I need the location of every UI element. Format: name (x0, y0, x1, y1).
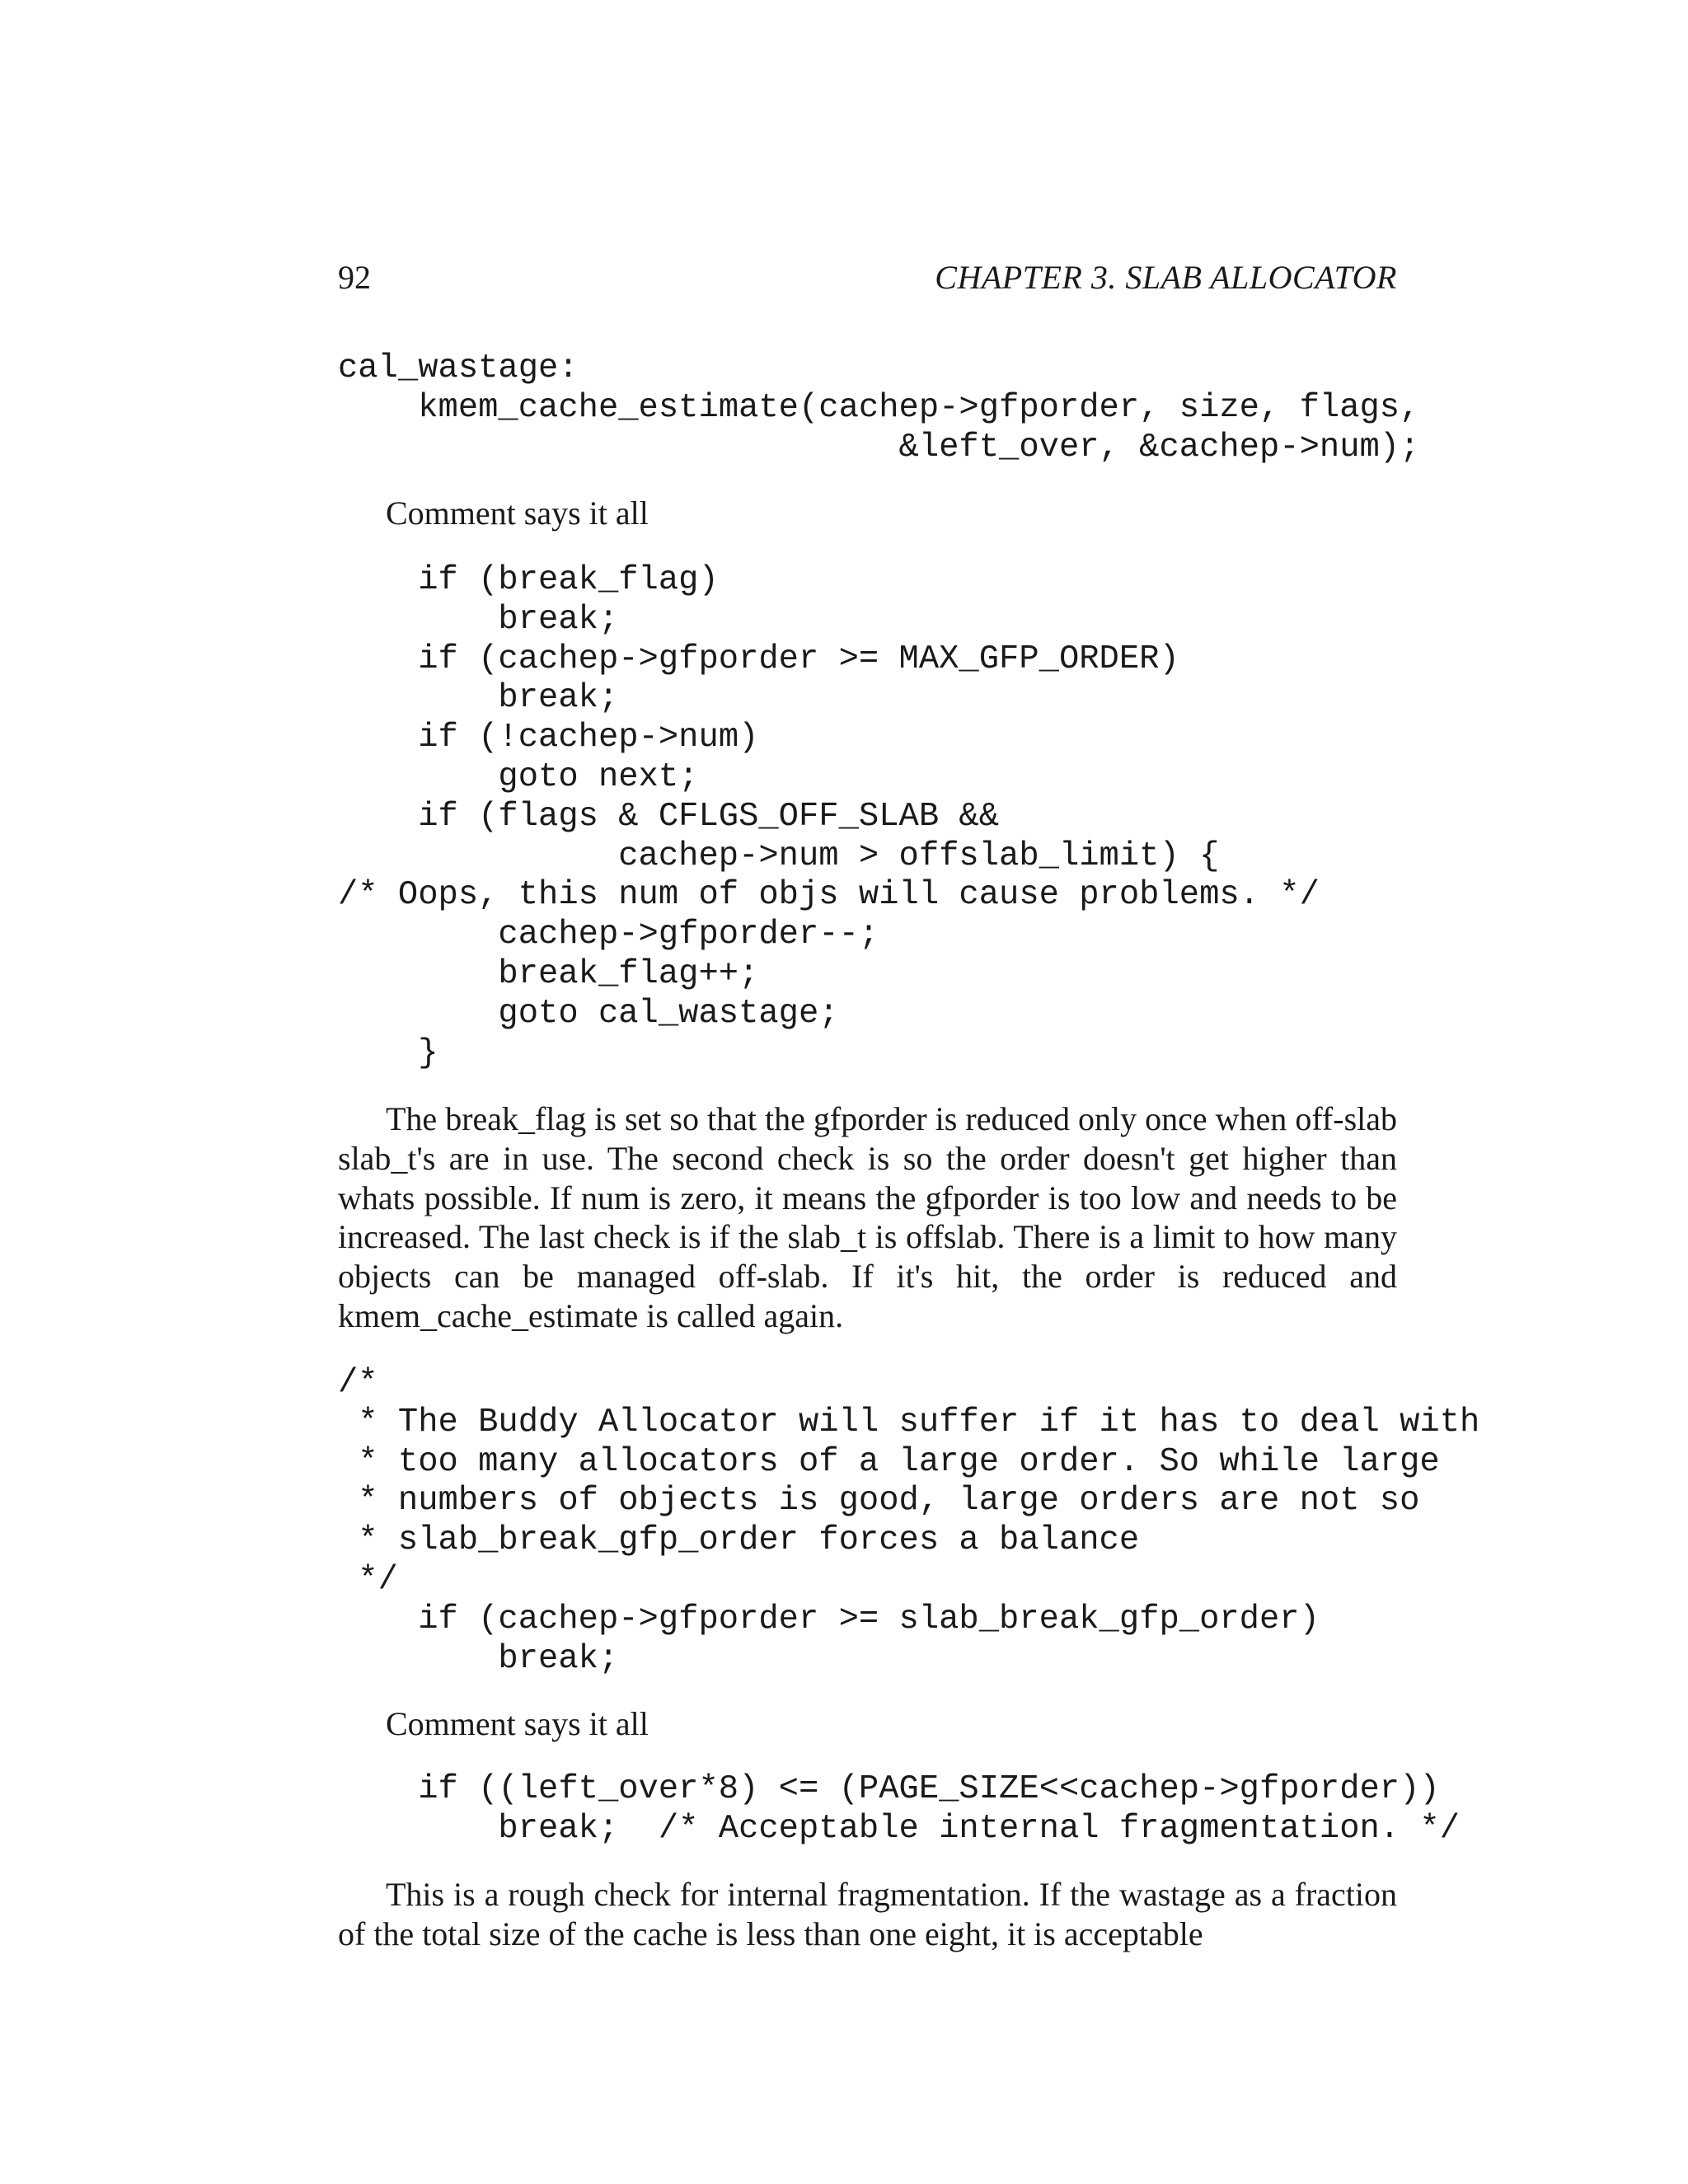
paragraph-comment-2: Comment says it all (386, 1705, 649, 1742)
paragraph-fragmentation-explanation: This is a rough check for internal fragmentation. If the wastage as a fraction of the total size of the cache is less than one eight, it is acceptable (338, 1876, 1397, 1952)
code-block-cal-wastage: cal_wastage: kmem_cache_estimate(cachep->gfporder, size, flags, &left_over, &cachep->num); (338, 349, 1420, 466)
page-header (338, 257, 1397, 298)
running-title: CHAPTER 3. SLAB ALLOCATOR (935, 259, 1397, 296)
paragraph-break-flag-explanation: The break_flag is set so that the gfporder is reduced only once when off-slab slab_t's are in use. The second check is so the order doesn't get higher than whats possible. If num is zero, it means the gfporder is too low and needs to be increased. The last check is if the slab_t is offslab. There is a limit to how many objects can be managed off-slab. If it's hit, the order is reduced and kmem_cache_estimate is called again. (338, 1100, 1397, 1334)
code-block-break-checks: if (break_flag) break; if (cachep->gfporder >= MAX_GFP_ORDER) break; if (!cachep->num) goto next; if (flags & CFLGS_OFF_SLAB && cachep->num > offslab_limit) { /* Oops, this num of objs will cause problems. */ cachep->gfporder--; break_flag++; goto cal_wastage; } (338, 561, 1320, 1072)
paragraph-comment-1: Comment says it all (386, 494, 649, 532)
page-number: 92 (338, 259, 371, 296)
code-block-buddy-allocator: /* * The Buddy Allocator will suffer if it has to deal with * too many allocators of a large order. So while large * numbers of objects is good, large orders are not so * slab_break_gfp_order forces a balance */ if (cachep->gfporder >= slab_break_gfp_order) break; (338, 1364, 1480, 1678)
code-block-fragmentation-check: if ((left_over*8) <= (PAGE_SIZE<<cachep->gfporder)) break; /* Acceptable internal fragmentation. */ (418, 1770, 1461, 1848)
